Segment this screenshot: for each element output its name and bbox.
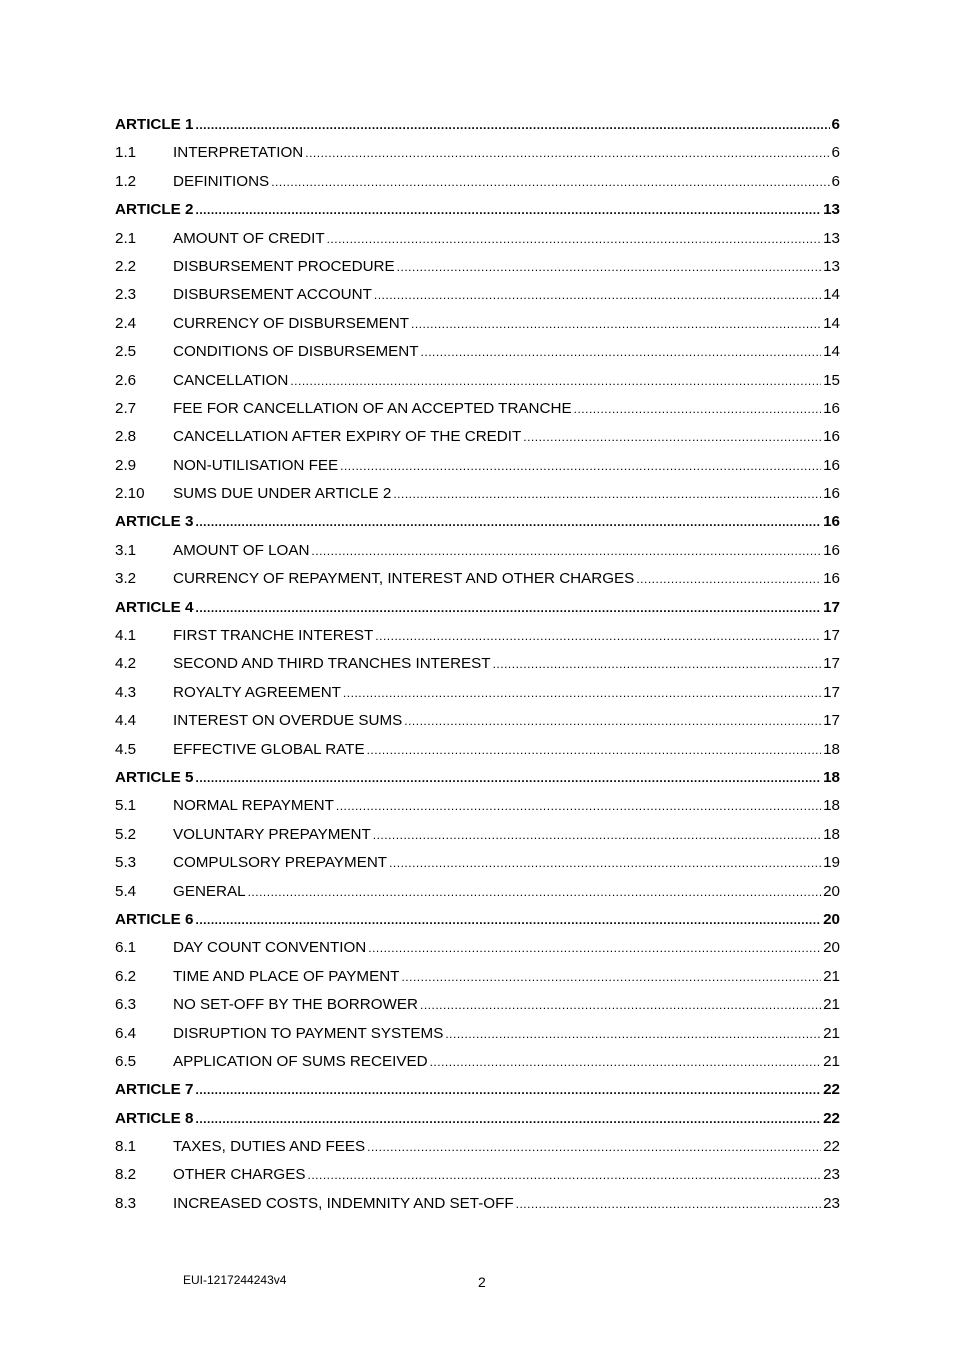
toc-entry-title: DAY COUNT CONVENTION (173, 939, 367, 957)
toc-entry-number: 4.5 (115, 740, 137, 758)
toc-entry-page: 18 (823, 740, 840, 758)
toc-article-entry[interactable] (115, 508, 840, 536)
toc-entry-page: 17 (823, 598, 840, 616)
toc-dot-leader (404, 707, 821, 735)
toc-dot-leader (271, 168, 829, 196)
toc-entry-page: 14 (823, 314, 840, 332)
toc-entry-title: ARTICLE 4 (115, 598, 194, 616)
toc-entry-page: 18 (823, 768, 840, 786)
toc-entry-page: 21 (823, 967, 840, 985)
toc-entry-title: AMOUNT OF CREDIT (173, 229, 325, 247)
toc-entry-title: GENERAL (173, 882, 246, 900)
toc-dot-leader (340, 452, 821, 480)
toc-entry-title: NON-UTILISATION FEE (173, 456, 339, 474)
toc-entry-title: ARTICLE 2 (115, 201, 194, 219)
toc-entry-title: DEFINITIONS (173, 172, 270, 190)
toc-entry-number: 6.1 (115, 939, 137, 957)
toc-entry-number: 2.10 (115, 485, 145, 503)
toc-entry-page: 15 (823, 371, 840, 389)
toc-entry-page: 20 (823, 882, 840, 900)
toc-dot-leader (445, 1020, 821, 1048)
toc-entry-page: 17 (823, 627, 840, 645)
toc-dot-leader (393, 480, 821, 508)
toc-dot-leader (401, 963, 821, 991)
toc-entry-title: NORMAL REPAYMENT (173, 797, 334, 815)
toc-entry-number: 2.6 (115, 371, 137, 389)
toc-entry-number: 4.4 (115, 712, 137, 730)
toc-entry-title: INCREASED COSTS, INDEMNITY AND SET-OFF (173, 1194, 514, 1212)
toc-dot-leader (195, 1105, 821, 1133)
toc-entry-number: 4.1 (115, 627, 137, 645)
toc-entry-title: INTEREST ON OVERDUE SUMS (173, 712, 403, 730)
toc-entry-page: 6 (831, 116, 840, 133)
toc-entry-number: 4.3 (115, 683, 137, 701)
toc-entry-number: 8.3 (115, 1194, 137, 1212)
toc-entry-number: 1.2 (115, 172, 137, 190)
toc-entry-title: TAXES, DUTIES AND FEES (173, 1138, 366, 1156)
toc-entry-title: COMPULSORY PREPAYMENT (173, 854, 388, 872)
toc-dot-leader (420, 991, 821, 1019)
toc-entry-title: NO SET-OFF BY THE BORROWER (173, 996, 418, 1014)
toc-entry-title: ARTICLE 5 (115, 768, 194, 786)
toc-entry-number: 6.5 (115, 1052, 137, 1070)
toc-entry-page: 21 (823, 1052, 840, 1070)
toc-section-entry[interactable] (115, 480, 840, 508)
toc-entry-page: 21 (823, 1024, 840, 1042)
toc-entry-page: 22 (823, 1109, 840, 1127)
toc-entry-page: 14 (823, 286, 840, 304)
toc-section-entry[interactable] (115, 452, 840, 480)
toc-entry-page: 16 (823, 541, 840, 559)
toc-entry-title: DISBURSEMENT ACCOUNT (173, 286, 372, 304)
toc-section-entry[interactable] (115, 878, 840, 906)
toc-entry-page: 16 (823, 485, 840, 503)
toc-section-entry[interactable] (115, 168, 840, 196)
toc-entry-page: 14 (823, 343, 840, 361)
toc-entry-number: 2.2 (115, 257, 137, 275)
toc-dot-leader (195, 1076, 821, 1104)
toc-dot-leader (421, 338, 822, 366)
toc-dot-leader (523, 423, 821, 451)
toc-entry-page: 23 (823, 1166, 840, 1184)
toc-dot-leader (195, 594, 821, 622)
toc-dot-leader (336, 792, 821, 820)
toc-entry-title: ARTICLE 7 (115, 1081, 194, 1099)
toc-entry-page: 17 (823, 712, 840, 730)
toc-section-entry[interactable] (115, 395, 840, 423)
toc-section-entry[interactable] (115, 650, 840, 678)
toc-article-entry[interactable] (115, 594, 840, 622)
toc-dot-leader (307, 1161, 821, 1189)
toc-entry-title: ARTICLE 3 (115, 513, 194, 531)
toc-entry-page: 19 (823, 854, 840, 872)
footer-document-id: EUI-1217244243v4 (183, 1273, 287, 1287)
toc-entry-page: 16 (823, 428, 840, 446)
toc-entry-title: ARTICLE 1 (115, 116, 194, 133)
toc-entry-page: 6 (831, 172, 840, 190)
toc-entry-number: 5.4 (115, 882, 137, 900)
toc-entry-page: 23 (823, 1194, 840, 1212)
toc-entry-title: ARTICLE 6 (115, 910, 194, 928)
toc-entry-page: 22 (823, 1138, 840, 1156)
toc-section-entry[interactable] (115, 707, 840, 735)
toc-dot-leader (516, 1190, 821, 1218)
toc-dot-leader (373, 821, 821, 849)
toc-entry-number: 2.3 (115, 286, 137, 304)
toc-dot-leader (248, 878, 822, 906)
footer-page-number: 2 (478, 1274, 486, 1290)
toc-dot-leader (367, 1133, 821, 1161)
toc-entry-number: 2.1 (115, 229, 137, 247)
toc-dot-leader (195, 196, 821, 224)
toc-entry-number: 2.5 (115, 343, 137, 361)
toc-entry-page: 18 (823, 797, 840, 815)
toc-section-entry[interactable] (115, 310, 840, 338)
toc-section-entry[interactable] (115, 367, 840, 395)
toc-entry-page: 13 (823, 229, 840, 247)
toc-dot-leader (574, 395, 821, 423)
toc-dot-leader (375, 622, 821, 650)
toc-section-entry[interactable] (115, 253, 840, 281)
toc-entry-page: 22 (823, 1081, 840, 1099)
toc-entry-page: 20 (823, 939, 840, 957)
toc-entry-title: EFFECTIVE GLOBAL RATE (173, 740, 365, 758)
toc-entry-page: 16 (823, 513, 840, 531)
toc-section-entry[interactable] (115, 1161, 840, 1189)
toc-entry-title: ARTICLE 8 (115, 1109, 194, 1127)
toc-entry-title: SUMS DUE UNDER ARTICLE 2 (173, 485, 392, 503)
toc-dot-leader (343, 679, 821, 707)
toc-section-entry[interactable] (115, 423, 840, 451)
toc-entry-page: 17 (823, 683, 840, 701)
toc-entry-number: 8.2 (115, 1166, 137, 1184)
toc-section-entry[interactable] (115, 821, 840, 849)
toc-entry-page: 21 (823, 996, 840, 1014)
toc-section-entry[interactable] (115, 934, 840, 962)
toc-dot-leader (411, 310, 821, 338)
toc-entry-number: 2.7 (115, 399, 137, 417)
toc-dot-leader (636, 565, 821, 593)
toc-entry-number: 6.3 (115, 996, 137, 1014)
toc-section-entry[interactable] (115, 281, 840, 309)
toc-article-entry[interactable] (115, 906, 840, 934)
toc-entry-page: 13 (823, 201, 840, 219)
toc-dot-leader (493, 650, 822, 678)
toc-entry-page: 16 (823, 570, 840, 588)
toc-entry-title: ROYALTY AGREEMENT (173, 683, 341, 701)
toc-entry-number: 3.2 (115, 570, 137, 588)
toc-entry-title: SECOND AND THIRD TRANCHES INTEREST (173, 655, 491, 673)
toc-entry-number: 1.1 (115, 144, 137, 162)
toc-entry-page: 13 (823, 257, 840, 275)
toc-entry-number: 2.9 (115, 456, 137, 474)
toc-section-entry[interactable] (115, 537, 840, 565)
toc-entry-title: CONDITIONS OF DISBURSEMENT (173, 343, 419, 361)
toc-section-entry[interactable] (115, 139, 840, 167)
toc-entry-page: 18 (823, 825, 840, 843)
toc-entry-number: 3.1 (115, 541, 137, 559)
toc-entry-title: VOLUNTARY PREPAYMENT (173, 825, 371, 843)
toc-entry-number: 2.8 (115, 428, 137, 446)
toc-entry-title: CANCELLATION (173, 371, 289, 389)
toc-entry-title: APPLICATION OF SUMS RECEIVED (173, 1052, 428, 1070)
toc-section-entry[interactable] (115, 679, 840, 707)
toc-section-entry[interactable] (115, 338, 840, 366)
toc-entry-number: 6.2 (115, 967, 137, 985)
toc-section-entry[interactable] (115, 565, 840, 593)
toc-entry-number: 5.2 (115, 825, 137, 843)
toc-section-entry[interactable] (115, 963, 840, 991)
toc-entry-title: FIRST TRANCHE INTEREST (173, 627, 374, 645)
toc-entry-page: 17 (823, 655, 840, 673)
toc-article-entry[interactable] (115, 1076, 840, 1104)
toc-article-entry[interactable] (115, 764, 840, 792)
toc-dot-leader (327, 225, 822, 253)
toc-entry-title: OTHER CHARGES (173, 1166, 306, 1184)
toc-entry-title: DISRUPTION TO PAYMENT SYSTEMS (173, 1024, 444, 1042)
toc-section-entry[interactable] (115, 849, 840, 877)
toc-entry-page: 16 (823, 399, 840, 417)
toc-dot-leader (389, 849, 821, 877)
toc-entry-number: 4.2 (115, 655, 137, 673)
toc-dot-leader (195, 508, 821, 536)
toc-dot-leader (195, 764, 821, 792)
toc-section-entry[interactable] (115, 991, 840, 1019)
toc-dot-leader (290, 367, 821, 395)
toc-entry-title: DISBURSEMENT PROCEDURE (173, 257, 395, 275)
toc-dot-leader (397, 253, 821, 281)
toc-entry-title: FEE FOR CANCELLATION OF AN ACCEPTED TRANCHE (173, 399, 572, 417)
toc-dot-leader (368, 934, 821, 962)
toc-section-entry[interactable] (115, 1133, 840, 1161)
toc-article-entry[interactable] (115, 1105, 840, 1133)
toc-entry-page: 20 (823, 910, 840, 928)
toc-entry-title: CURRENCY OF DISBURSEMENT (173, 314, 409, 332)
toc-section-entry[interactable] (115, 792, 840, 820)
toc-article-entry[interactable] (115, 111, 840, 139)
toc-section-entry[interactable] (115, 622, 840, 650)
toc-section-entry[interactable] (115, 1020, 840, 1048)
toc-entry-title: CANCELLATION AFTER EXPIRY OF THE CREDIT (173, 428, 522, 446)
toc-dot-leader (195, 906, 821, 934)
toc-dot-leader (311, 537, 821, 565)
toc-entry-page: 16 (823, 456, 840, 474)
toc-section-entry[interactable] (115, 1190, 840, 1218)
toc-section-entry[interactable] (115, 225, 840, 253)
toc-dot-leader (367, 736, 822, 764)
toc-entry-title: AMOUNT OF LOAN (173, 541, 310, 559)
toc-entry-number: 6.4 (115, 1024, 137, 1042)
toc-entry-number: 2.4 (115, 314, 137, 332)
toc-section-entry[interactable] (115, 736, 840, 764)
toc-entry-number: 5.1 (115, 797, 137, 815)
toc-entry-number: 5.3 (115, 854, 137, 872)
toc-entry-title: TIME AND PLACE OF PAYMENT (173, 967, 400, 985)
toc-section-entry[interactable] (115, 1048, 840, 1076)
toc-dot-leader (305, 139, 829, 167)
toc-entry-title: CURRENCY OF REPAYMENT, INTEREST AND OTHER CHARGES (173, 570, 635, 588)
toc-dot-leader (195, 111, 829, 139)
toc-entry-number: 8.1 (115, 1138, 137, 1156)
toc-entry-title: INTERPRETATION (173, 144, 304, 162)
toc-article-entry[interactable] (115, 196, 840, 224)
toc-dot-leader (374, 281, 821, 309)
toc-dot-leader (430, 1048, 822, 1076)
toc-entry-page: 6 (831, 144, 840, 162)
table-of-contents (115, 111, 840, 1218)
